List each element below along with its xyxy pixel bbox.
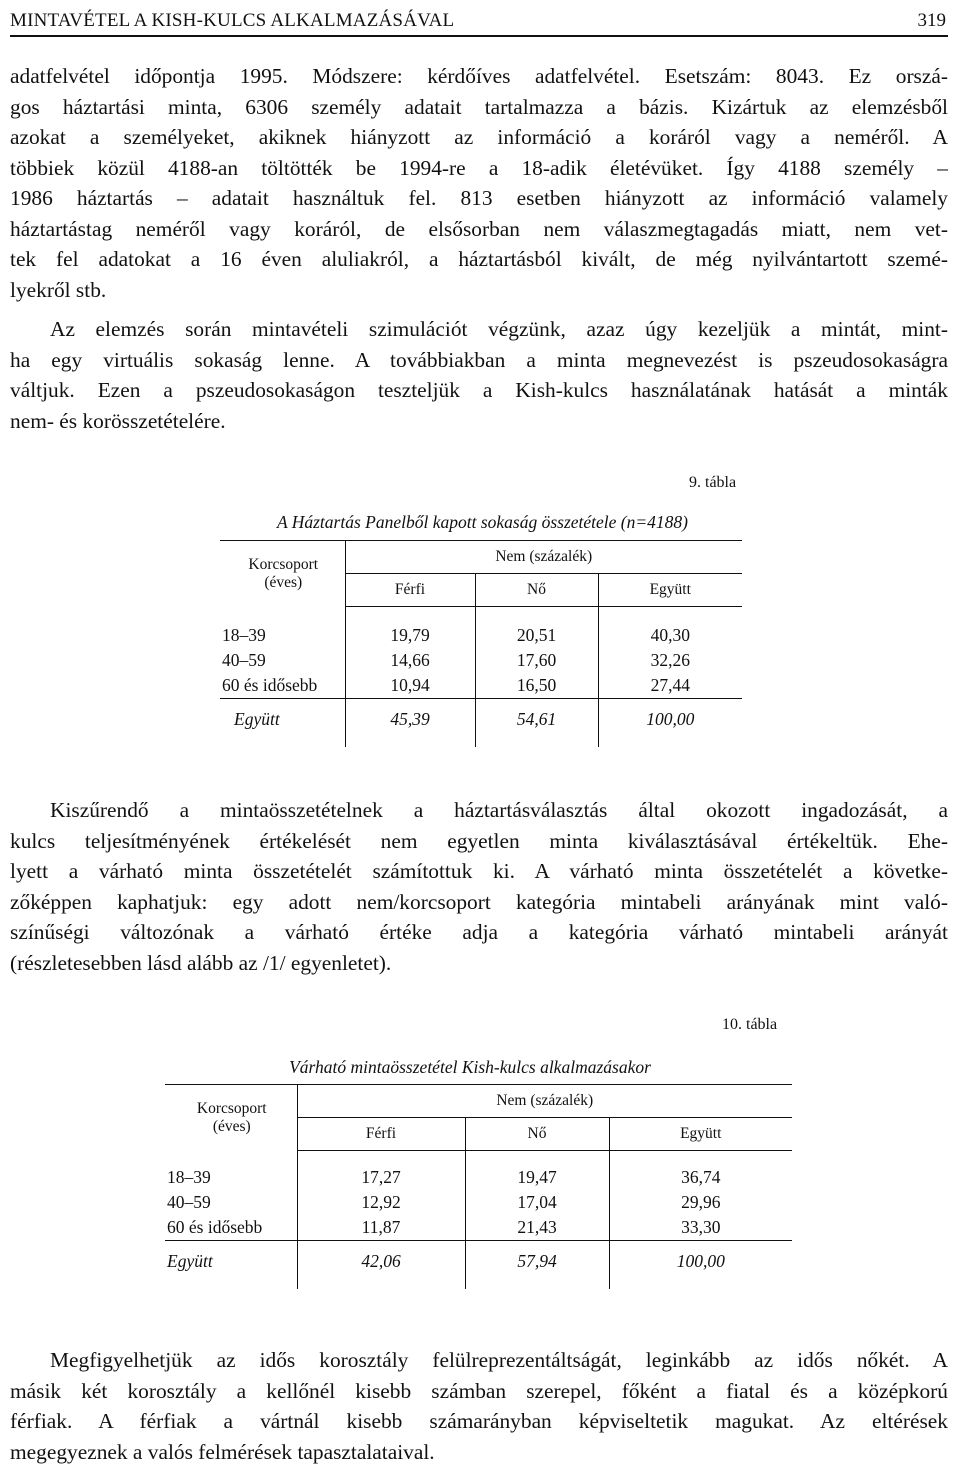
text-line: lyekről stb. bbox=[10, 277, 107, 302]
text-line: tek fel adatokat a 16 éven aluliakról, a háztartásból kivált, de még nyilvántartott szemé- bbox=[10, 247, 948, 271]
table-total-row: Együtt 45,39 54,61 100,00 bbox=[220, 699, 742, 748]
text-line: ha egy virtuális sokaság lenne. A továbbiakban a minta megnevezést is pszeudosokaságra bbox=[10, 347, 948, 372]
column-header-nem: Nem (százalék) bbox=[297, 1085, 792, 1118]
text-line: azokat a személyeket, akiknek hiányzott az információ a koráról vagy a neméről. A bbox=[10, 125, 948, 149]
running-title: MINTAVÉTEL A KISH-KULCS ALKALMAZÁSÁVAL bbox=[10, 10, 455, 31]
spacer-row bbox=[220, 607, 742, 624]
column-header-no: Nő bbox=[465, 1118, 609, 1151]
page-number: 319 bbox=[917, 10, 946, 31]
text-line: Kiszűrendő a mintaösszetételnek a háztartásválasztás által okozott ingadozását, a bbox=[50, 798, 948, 822]
text-line: zőképpen kaphatjuk: egy adott nem/korcsoport kategória mintabeli arányának mint való- bbox=[10, 889, 948, 914]
spacer-row bbox=[165, 1151, 792, 1166]
table-9-label: 9. tábla bbox=[689, 474, 737, 491]
column-header-no: Nő bbox=[475, 574, 598, 607]
text-line: Megfigyelhetjük az idős korosztály felülreprezentáltságát, leginkább az idős nőkét. A bbox=[50, 1348, 948, 1372]
text-line: megegyeznek a valós felmérések tapasztalataival. bbox=[10, 1439, 435, 1464]
text-line: kulcs teljesítményének értékelését nem egyetlen minta kiválasztásával értékeltük. Ehe- bbox=[10, 828, 948, 853]
text-line: férfiak. A férfiak a vártnál kisebb számarányban képviseltetik magukat. Az eltérések bbox=[10, 1409, 948, 1433]
table-10-label: 10. tábla bbox=[722, 1016, 778, 1033]
table-row: 60 és idősebb 11,87 21,43 33,30 bbox=[165, 1215, 792, 1241]
column-header-ferfi: Férfi bbox=[297, 1118, 465, 1151]
running-header bbox=[10, 5, 948, 37]
table-row: 60 és idősebb 10,94 16,50 27,44 bbox=[220, 673, 742, 699]
text-line: másik két korosztály a kellőnél kisebb számban szerepel, főként a fiatal és a középkorú bbox=[10, 1378, 948, 1403]
text-line: háztartástag neméről vagy koráról, de elsősorban nem válaszmegtagadás miatt, nem vet- bbox=[10, 216, 948, 241]
paragraph-1 bbox=[10, 61, 948, 305]
paragraph-4 bbox=[10, 1345, 948, 1467]
column-header-korcsoport: Korcsoport (éves) bbox=[220, 541, 345, 607]
text-line: gos háztartási minta, 6306 személy adatait tartalmazza a bázis. Kizártuk az elemzésből bbox=[10, 94, 948, 119]
paragraph-3 bbox=[10, 795, 948, 978]
text-line: (részletesebben lásd alább az /1/ egyenletet). bbox=[10, 950, 392, 975]
text-line: színűségi változónak a várható értéke adja a kategória várható mintabeli arányát bbox=[10, 920, 948, 944]
paragraph-2 bbox=[10, 314, 948, 436]
table-9-caption: A Háztartás Panelből kapott sokaság összetétele (n=4188) bbox=[276, 512, 689, 532]
text-line: 1986 háztartás – adatait használtuk fel. 813 esetben hiányzott az információ valamely bbox=[10, 186, 948, 210]
table-row: 18–39 19,79 20,51 40,30 bbox=[220, 623, 742, 648]
column-header-ferfi: Férfi bbox=[345, 574, 475, 607]
column-header-korcsoport: Korcsoport (éves) bbox=[165, 1085, 297, 1151]
table-row: 18–39 17,27 19,47 36,74 bbox=[165, 1165, 792, 1190]
table-row: 40–59 14,66 17,60 32,26 bbox=[220, 648, 742, 673]
text-line: adatfelvétel időpontja 1995. Módszere: kérdőíves adatfelvétel. Esetszám: 8043. Ez orszá- bbox=[10, 64, 948, 88]
table-9 bbox=[220, 540, 742, 747]
text-line: váltjuk. Ezen a pszeudosokaságon teszteljük a Kish-kulcs használatának hatását a minták bbox=[10, 378, 948, 402]
text-line: Az elemzés során mintavételi szimulációt végzünk, azaz úgy kezeljük a mintát, mint- bbox=[50, 317, 948, 341]
column-header-egyutt: Együtt bbox=[598, 574, 742, 607]
table-row: 40–59 12,92 17,04 29,96 bbox=[165, 1190, 792, 1215]
text-line: nem- és korösszetételére. bbox=[10, 408, 226, 433]
column-header-nem: Nem (százalék) bbox=[345, 541, 742, 574]
text-line: lyett a várható minta összetételét számítottuk ki. A várható minta összetételét a követke- bbox=[10, 859, 948, 883]
table-total-row: Együtt 42,06 57,94 100,00 bbox=[165, 1241, 792, 1290]
table-10 bbox=[165, 1084, 792, 1289]
column-header-egyutt: Együtt bbox=[609, 1118, 792, 1151]
text-line: többiek közül 4188-an töltötték be 1994-re a 18-adik életévüket. Így 4188 személy – bbox=[10, 155, 948, 180]
table-10-caption: Várható mintaösszetétel Kish-kulcs alkalmazásakor bbox=[289, 1057, 651, 1077]
